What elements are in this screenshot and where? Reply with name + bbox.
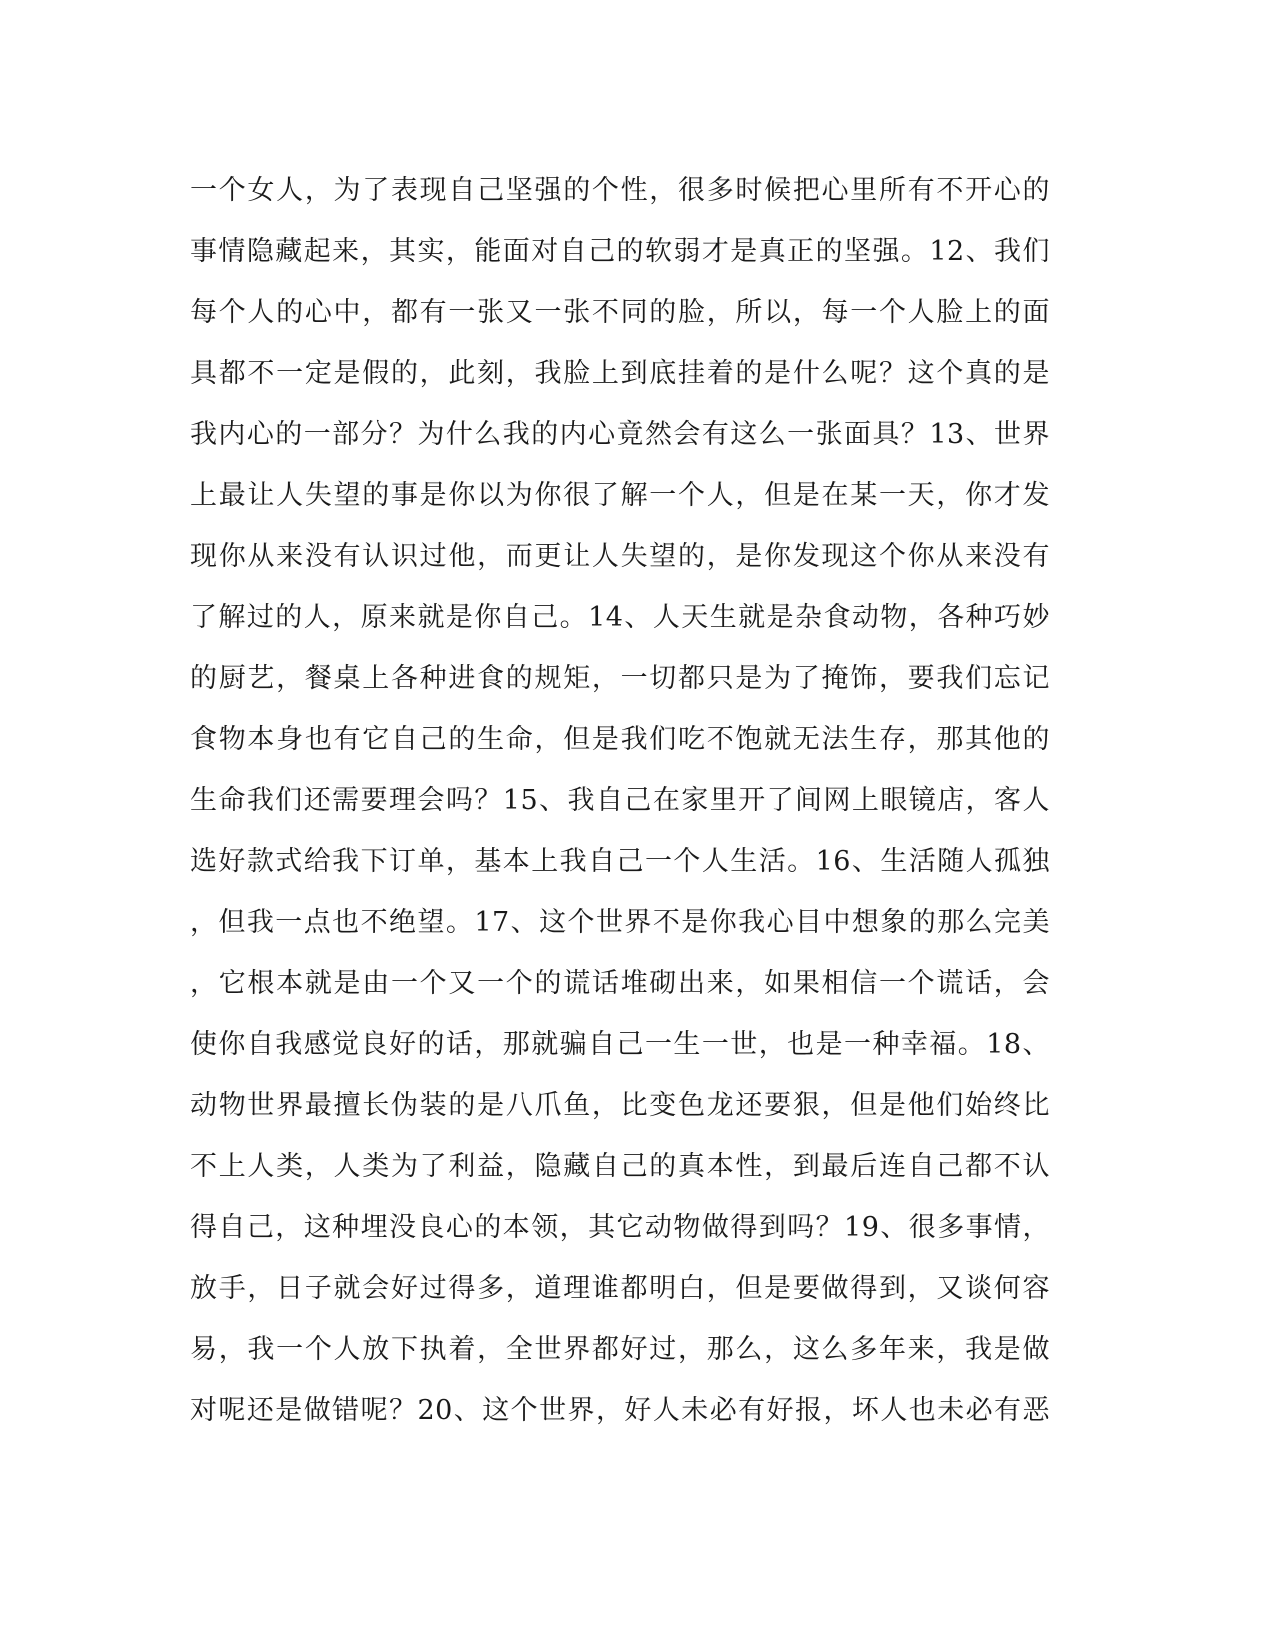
text-line: 食物本身也有它自己的生命，但是我们吃不饱就无法生存，那其他的 bbox=[190, 724, 1050, 755]
text-line: 生命我们还需要理会吗？15、我自己在家里开了间网上眼镜店，客人 bbox=[190, 785, 1050, 816]
text-line: 的厨艺，餐桌上各种进食的规矩，一切都只是为了掩饰，要我们忘记 bbox=[190, 663, 1050, 694]
text-line: 选好款式给我下订单，基本上我自己一个人生活。16、生活随人孤独 bbox=[190, 846, 1050, 877]
text-line: 我内心的一部分？为什么我的内心竟然会有这么一张面具？13、世界 bbox=[190, 419, 1050, 450]
text-line: 对呢还是做错呢？20、这个世界，好人未必有好报，坏人也未必有恶 bbox=[190, 1395, 1050, 1426]
text-line: 具都不一定是假的，此刻，我脸上到底挂着的是什么呢？这个真的是 bbox=[190, 358, 1050, 389]
text-line: 每个人的心中，都有一张又一张不同的脸，所以，每一个人脸上的面 bbox=[190, 297, 1050, 328]
text-line: 一个女人，为了表现自己坚强的个性，很多时候把心里所有不开心的 bbox=[190, 175, 1050, 206]
text-line: ，它根本就是由一个又一个的谎话堆砌出来，如果相信一个谎话，会 bbox=[190, 968, 1050, 999]
body-text bbox=[190, 160, 1050, 1441]
text-line: 了解过的人，原来就是你自己。14、人天生就是杂食动物，各种巧妙 bbox=[190, 602, 1050, 633]
text-line: 易，我一个人放下执着，全世界都好过，那么，这么多年来，我是做 bbox=[190, 1334, 1050, 1365]
text-line: 事情隐藏起来，其实，能面对自己的软弱才是真正的坚强。12、我们 bbox=[190, 236, 1050, 267]
text-line: 现你从来没有认识过他，而更让人失望的，是你发现这个你从来没有 bbox=[190, 541, 1050, 572]
text-line: 使你自我感觉良好的话，那就骗自己一生一世，也是一种幸福。18、 bbox=[190, 1029, 1050, 1060]
text-line: 不上人类，人类为了利益，隐藏自己的真本性，到最后连自己都不认 bbox=[190, 1151, 1050, 1182]
text-line: 动物世界最擅长伪装的是八爪鱼，比变色龙还要狠，但是他们始终比 bbox=[190, 1090, 1050, 1121]
text-line: 得自己，这种埋没良心的本领，其它动物做得到吗？19、很多事情， bbox=[190, 1212, 1050, 1243]
text-line: ，但我一点也不绝望。17、这个世界不是你我心目中想象的那么完美 bbox=[190, 907, 1050, 938]
text-line: 上最让人失望的事是你以为你很了解一个人，但是在某一天，你才发 bbox=[190, 480, 1050, 511]
text-line: 放手，日子就会好过得多，道理谁都明白，但是要做得到，又谈何容 bbox=[190, 1273, 1050, 1304]
